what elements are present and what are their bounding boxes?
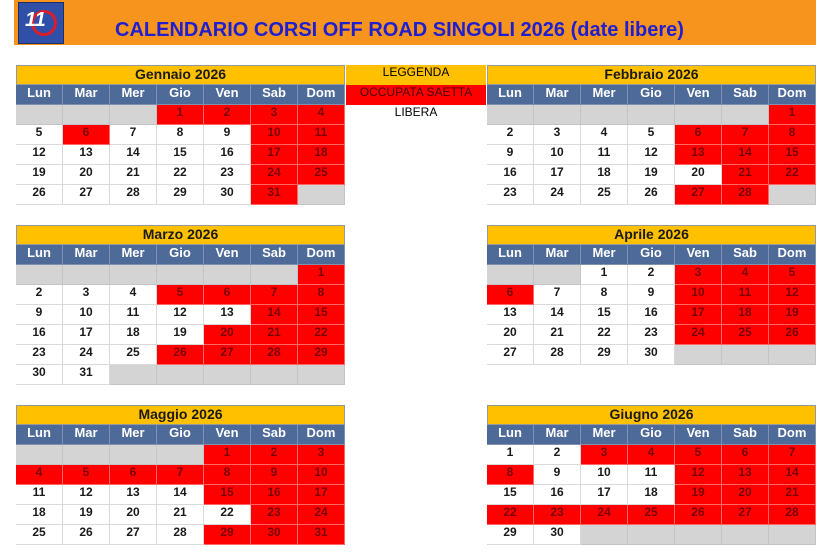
club-logo-icon xyxy=(18,2,64,44)
day-cell-free: 14 xyxy=(534,305,581,325)
day-cell-occupied: 3 xyxy=(675,265,722,285)
day-cell-free: 2 xyxy=(534,445,581,465)
day-cell-free: 25 xyxy=(16,525,63,545)
empty-day-cell xyxy=(16,445,63,465)
weekday-header: Dom xyxy=(298,425,345,445)
weekday-header: Ven xyxy=(675,85,722,105)
calendar-grid xyxy=(487,245,816,365)
weekday-header: Mer xyxy=(581,425,628,445)
empty-day-cell xyxy=(534,265,581,285)
day-cell-occupied: 1 xyxy=(157,105,204,125)
day-cell-free: 25 xyxy=(110,345,157,365)
day-cell-occupied: 17 xyxy=(251,145,298,165)
weekday-header: Mar xyxy=(534,245,581,265)
day-cell-occupied: 8 xyxy=(487,465,534,485)
weekday-header: Sab xyxy=(251,245,298,265)
day-cell-occupied: 12 xyxy=(769,285,816,305)
day-cell-occupied: 6 xyxy=(110,465,157,485)
weekday-header: Dom xyxy=(769,425,816,445)
day-cell-occupied: 11 xyxy=(722,285,769,305)
weekday-header: Lun xyxy=(16,85,63,105)
empty-day-cell xyxy=(722,345,769,365)
day-cell-occupied: 19 xyxy=(769,305,816,325)
weekday-header: Gio xyxy=(628,245,675,265)
weekday-header: Sab xyxy=(722,425,769,445)
weekday-header: Gio xyxy=(157,425,204,445)
day-cell-occupied: 23 xyxy=(534,505,581,525)
day-cell-free: 8 xyxy=(157,125,204,145)
day-cell-free: 31 xyxy=(63,365,110,385)
empty-day-cell xyxy=(63,105,110,125)
day-cell-free: 16 xyxy=(628,305,675,325)
day-cell-occupied: 29 xyxy=(204,525,251,545)
day-cell-occupied: 19 xyxy=(675,485,722,505)
day-cell-free: 5 xyxy=(628,125,675,145)
day-cell-occupied: 21 xyxy=(769,485,816,505)
day-cell-free: 9 xyxy=(16,305,63,325)
day-cell-occupied: 15 xyxy=(204,485,251,505)
weekday-header: Ven xyxy=(675,425,722,445)
page-title: CALENDARIO CORSI OFF ROAD SINGOLI 2026 (date libere) xyxy=(115,19,684,41)
day-cell-occupied: 1 xyxy=(204,445,251,465)
day-cell-free: 2 xyxy=(16,285,63,305)
day-cell-free: 1 xyxy=(487,445,534,465)
day-cell-occupied: 17 xyxy=(675,305,722,325)
day-cell-occupied: 6 xyxy=(204,285,251,305)
day-cell-free: 7 xyxy=(110,125,157,145)
day-cell-occupied: 27 xyxy=(675,185,722,205)
weekday-header: Gio xyxy=(157,85,204,105)
day-cell-free: 18 xyxy=(628,485,675,505)
day-cell-occupied: 2 xyxy=(251,445,298,465)
month-calendar-june xyxy=(487,405,816,545)
day-cell-free: 23 xyxy=(487,185,534,205)
day-cell-occupied: 21 xyxy=(722,165,769,185)
day-cell-free: 14 xyxy=(157,485,204,505)
day-cell-free: 11 xyxy=(581,145,628,165)
day-cell-free: 27 xyxy=(487,345,534,365)
empty-day-cell xyxy=(675,105,722,125)
weekday-header: Lun xyxy=(16,245,63,265)
month-title: Gennaio 2026 xyxy=(16,65,345,85)
day-cell-occupied: 7 xyxy=(251,285,298,305)
day-cell-free: 13 xyxy=(63,145,110,165)
empty-day-cell xyxy=(16,265,63,285)
day-cell-free: 26 xyxy=(16,185,63,205)
day-cell-free: 29 xyxy=(157,185,204,205)
weekday-header: Mer xyxy=(110,245,157,265)
weekday-header: Ven xyxy=(204,425,251,445)
empty-day-cell xyxy=(298,185,345,205)
day-cell-free: 11 xyxy=(628,465,675,485)
day-cell-free: 16 xyxy=(534,485,581,505)
day-cell-free: 23 xyxy=(628,325,675,345)
day-cell-free: 17 xyxy=(534,165,581,185)
day-cell-occupied: 22 xyxy=(298,325,345,345)
day-cell-free: 16 xyxy=(204,145,251,165)
day-cell-free: 15 xyxy=(157,145,204,165)
empty-day-cell xyxy=(298,365,345,385)
month-title: Maggio 2026 xyxy=(16,405,345,425)
day-cell-free: 23 xyxy=(16,345,63,365)
day-cell-occupied: 22 xyxy=(769,165,816,185)
day-cell-free: 20 xyxy=(110,505,157,525)
day-cell-free: 4 xyxy=(110,285,157,305)
day-cell-occupied: 25 xyxy=(298,165,345,185)
empty-day-cell xyxy=(157,365,204,385)
day-cell-occupied: 12 xyxy=(675,465,722,485)
empty-day-cell xyxy=(628,525,675,545)
day-cell-occupied: 6 xyxy=(63,125,110,145)
day-cell-occupied: 6 xyxy=(722,445,769,465)
day-cell-occupied: 1 xyxy=(769,105,816,125)
month-calendar-may xyxy=(16,405,345,545)
day-cell-occupied: 24 xyxy=(251,165,298,185)
weekday-header: Mer xyxy=(581,245,628,265)
empty-day-cell xyxy=(487,105,534,125)
weekday-header: Ven xyxy=(675,245,722,265)
month-title: Febbraio 2026 xyxy=(487,65,816,85)
calendar-grid xyxy=(487,85,816,205)
empty-day-cell xyxy=(722,105,769,125)
empty-day-cell xyxy=(157,265,204,285)
day-cell-occupied: 20 xyxy=(204,325,251,345)
empty-day-cell xyxy=(675,525,722,545)
weekday-header: Lun xyxy=(487,85,534,105)
empty-day-cell xyxy=(157,445,204,465)
empty-day-cell xyxy=(16,105,63,125)
day-cell-free: 26 xyxy=(63,525,110,545)
calendar-grid xyxy=(16,425,345,545)
weekday-header: Mar xyxy=(63,245,110,265)
month-title: Aprile 2026 xyxy=(487,225,816,245)
day-cell-free: 21 xyxy=(157,505,204,525)
day-cell-free: 18 xyxy=(16,505,63,525)
day-cell-occupied: 1 xyxy=(298,265,345,285)
day-cell-occupied: 14 xyxy=(251,305,298,325)
day-cell-occupied: 4 xyxy=(722,265,769,285)
day-cell-free: 19 xyxy=(628,165,675,185)
day-cell-occupied: 7 xyxy=(722,125,769,145)
month-title: Giugno 2026 xyxy=(487,405,816,425)
day-cell-free: 11 xyxy=(110,305,157,325)
day-cell-free: 30 xyxy=(204,185,251,205)
day-cell-occupied: 10 xyxy=(675,285,722,305)
day-cell-free: 1 xyxy=(581,265,628,285)
day-cell-occupied: 13 xyxy=(722,465,769,485)
day-cell-occupied: 24 xyxy=(581,505,628,525)
day-cell-occupied: 26 xyxy=(769,325,816,345)
weekday-header: Mar xyxy=(534,85,581,105)
legend-occupied: OCCUPATA SAETTA xyxy=(346,85,486,105)
day-cell-occupied: 4 xyxy=(298,105,345,125)
day-cell-free: 9 xyxy=(534,465,581,485)
day-cell-free: 15 xyxy=(581,305,628,325)
empty-day-cell xyxy=(63,265,110,285)
month-calendar-january xyxy=(16,65,345,205)
day-cell-occupied: 18 xyxy=(722,305,769,325)
day-cell-free: 30 xyxy=(16,365,63,385)
calendar-grid xyxy=(16,85,345,205)
day-cell-occupied: 9 xyxy=(251,465,298,485)
day-cell-free: 22 xyxy=(157,165,204,185)
day-cell-free: 10 xyxy=(534,145,581,165)
day-cell-occupied: 4 xyxy=(628,445,675,465)
weekday-header: Sab xyxy=(722,245,769,265)
day-cell-occupied: 16 xyxy=(251,485,298,505)
day-cell-occupied: 6 xyxy=(487,285,534,305)
day-cell-occupied: 13 xyxy=(675,145,722,165)
day-cell-free: 13 xyxy=(487,305,534,325)
day-cell-occupied: 5 xyxy=(63,465,110,485)
day-cell-free: 5 xyxy=(16,125,63,145)
day-cell-free: 18 xyxy=(581,165,628,185)
day-cell-free: 11 xyxy=(16,485,63,505)
empty-day-cell xyxy=(110,365,157,385)
legend xyxy=(346,65,486,125)
empty-day-cell xyxy=(251,265,298,285)
day-cell-free: 28 xyxy=(110,185,157,205)
day-cell-free: 30 xyxy=(628,345,675,365)
day-cell-occupied: 21 xyxy=(251,325,298,345)
day-cell-occupied: 27 xyxy=(722,505,769,525)
day-cell-free: 12 xyxy=(157,305,204,325)
day-cell-free: 20 xyxy=(63,165,110,185)
day-cell-free: 7 xyxy=(534,285,581,305)
day-cell-free: 13 xyxy=(204,305,251,325)
calendar-grid xyxy=(487,425,816,545)
day-cell-occupied: 18 xyxy=(298,145,345,165)
empty-day-cell xyxy=(769,185,816,205)
day-cell-occupied: 26 xyxy=(157,345,204,365)
day-cell-occupied: 25 xyxy=(722,325,769,345)
day-cell-occupied: 28 xyxy=(769,505,816,525)
day-cell-occupied: 4 xyxy=(16,465,63,485)
day-cell-free: 21 xyxy=(534,325,581,345)
day-cell-free: 17 xyxy=(581,485,628,505)
day-cell-free: 24 xyxy=(63,345,110,365)
weekday-header: Dom xyxy=(769,85,816,105)
day-cell-free: 29 xyxy=(581,345,628,365)
empty-day-cell xyxy=(251,365,298,385)
day-cell-occupied: 5 xyxy=(675,445,722,465)
day-cell-free: 2 xyxy=(487,125,534,145)
day-cell-free: 12 xyxy=(16,145,63,165)
weekday-header: Gio xyxy=(157,245,204,265)
day-cell-occupied: 22 xyxy=(487,505,534,525)
empty-day-cell xyxy=(581,105,628,125)
empty-day-cell xyxy=(769,525,816,545)
weekday-header: Sab xyxy=(251,425,298,445)
day-cell-free: 30 xyxy=(534,525,581,545)
empty-day-cell xyxy=(204,265,251,285)
day-cell-occupied: 27 xyxy=(204,345,251,365)
day-cell-occupied: 8 xyxy=(204,465,251,485)
day-cell-occupied: 3 xyxy=(298,445,345,465)
day-cell-free: 23 xyxy=(204,165,251,185)
weekday-header: Lun xyxy=(487,245,534,265)
day-cell-occupied: 30 xyxy=(251,525,298,545)
day-cell-free: 18 xyxy=(110,325,157,345)
month-calendar-april xyxy=(487,225,816,365)
weekday-header: Lun xyxy=(16,425,63,445)
empty-day-cell xyxy=(110,105,157,125)
empty-day-cell xyxy=(204,365,251,385)
day-cell-occupied: 14 xyxy=(769,465,816,485)
day-cell-free: 28 xyxy=(534,345,581,365)
day-cell-free: 9 xyxy=(487,145,534,165)
month-calendar-march xyxy=(16,225,345,385)
weekday-header: Lun xyxy=(487,425,534,445)
empty-day-cell xyxy=(110,445,157,465)
day-cell-free: 22 xyxy=(204,505,251,525)
day-cell-occupied: 31 xyxy=(251,185,298,205)
day-cell-free: 9 xyxy=(204,125,251,145)
empty-day-cell xyxy=(722,525,769,545)
legend-title: LEGGENDA xyxy=(346,65,486,85)
day-cell-occupied: 8 xyxy=(769,125,816,145)
weekday-header: Mar xyxy=(63,85,110,105)
weekday-header: Dom xyxy=(298,245,345,265)
day-cell-occupied: 14 xyxy=(722,145,769,165)
day-cell-occupied: 10 xyxy=(251,125,298,145)
weekday-header: Gio xyxy=(628,425,675,445)
empty-day-cell xyxy=(534,105,581,125)
weekday-header: Mer xyxy=(110,85,157,105)
day-cell-free: 22 xyxy=(581,325,628,345)
day-cell-free: 9 xyxy=(628,285,675,305)
day-cell-occupied: 3 xyxy=(581,445,628,465)
day-cell-occupied: 10 xyxy=(298,465,345,485)
day-cell-free: 20 xyxy=(487,325,534,345)
day-cell-free: 15 xyxy=(487,485,534,505)
day-cell-occupied: 3 xyxy=(251,105,298,125)
day-cell-free: 19 xyxy=(16,165,63,185)
empty-day-cell xyxy=(63,445,110,465)
weekday-header: Mer xyxy=(110,425,157,445)
weekday-header: Ven xyxy=(204,85,251,105)
day-cell-free: 16 xyxy=(16,325,63,345)
month-title: Marzo 2026 xyxy=(16,225,345,245)
weekday-header: Gio xyxy=(628,85,675,105)
legend-free: LIBERA xyxy=(346,105,486,125)
empty-day-cell xyxy=(581,525,628,545)
day-cell-occupied: 28 xyxy=(722,185,769,205)
day-cell-free: 8 xyxy=(581,285,628,305)
empty-day-cell xyxy=(769,345,816,365)
day-cell-occupied: 23 xyxy=(251,505,298,525)
weekday-header: Mar xyxy=(63,425,110,445)
day-cell-free: 3 xyxy=(63,285,110,305)
day-cell-free: 2 xyxy=(628,265,675,285)
day-cell-occupied: 24 xyxy=(298,505,345,525)
day-cell-free: 27 xyxy=(63,185,110,205)
day-cell-occupied: 2 xyxy=(204,105,251,125)
weekday-header: Dom xyxy=(769,245,816,265)
day-cell-free: 4 xyxy=(581,125,628,145)
day-cell-occupied: 15 xyxy=(769,145,816,165)
weekday-header: Sab xyxy=(251,85,298,105)
day-cell-occupied: 31 xyxy=(298,525,345,545)
logo-number: 11 xyxy=(25,9,46,31)
weekday-header: Mar xyxy=(534,425,581,445)
day-cell-occupied: 17 xyxy=(298,485,345,505)
empty-day-cell xyxy=(487,265,534,285)
day-cell-occupied: 5 xyxy=(769,265,816,285)
day-cell-free: 10 xyxy=(63,305,110,325)
day-cell-free: 21 xyxy=(110,165,157,185)
day-cell-occupied: 8 xyxy=(298,285,345,305)
empty-day-cell xyxy=(110,265,157,285)
day-cell-occupied: 28 xyxy=(251,345,298,365)
day-cell-free: 3 xyxy=(534,125,581,145)
weekday-header: Dom xyxy=(298,85,345,105)
day-cell-free: 12 xyxy=(63,485,110,505)
weekday-header: Sab xyxy=(722,85,769,105)
day-cell-free: 26 xyxy=(628,185,675,205)
month-calendar-february xyxy=(487,65,816,205)
day-cell-free: 29 xyxy=(487,525,534,545)
day-cell-occupied: 20 xyxy=(722,485,769,505)
weekday-header: Mer xyxy=(581,85,628,105)
day-cell-occupied: 7 xyxy=(769,445,816,465)
day-cell-free: 10 xyxy=(581,465,628,485)
day-cell-free: 25 xyxy=(581,185,628,205)
day-cell-occupied: 15 xyxy=(298,305,345,325)
day-cell-occupied: 6 xyxy=(675,125,722,145)
day-cell-free: 24 xyxy=(534,185,581,205)
day-cell-free: 13 xyxy=(110,485,157,505)
day-cell-occupied: 7 xyxy=(157,465,204,485)
empty-day-cell xyxy=(628,105,675,125)
calendar-grid xyxy=(16,245,345,385)
day-cell-occupied: 25 xyxy=(628,505,675,525)
weekday-header: Ven xyxy=(204,245,251,265)
day-cell-free: 12 xyxy=(628,145,675,165)
day-cell-free: 19 xyxy=(63,505,110,525)
day-cell-occupied: 24 xyxy=(675,325,722,345)
day-cell-free: 19 xyxy=(157,325,204,345)
day-cell-free: 20 xyxy=(675,165,722,185)
day-cell-free: 14 xyxy=(110,145,157,165)
day-cell-free: 17 xyxy=(63,325,110,345)
day-cell-occupied: 29 xyxy=(298,345,345,365)
day-cell-occupied: 11 xyxy=(298,125,345,145)
day-cell-free: 16 xyxy=(487,165,534,185)
empty-day-cell xyxy=(675,345,722,365)
day-cell-free: 27 xyxy=(110,525,157,545)
day-cell-occupied: 5 xyxy=(157,285,204,305)
day-cell-occupied: 26 xyxy=(675,505,722,525)
day-cell-free: 28 xyxy=(157,525,204,545)
